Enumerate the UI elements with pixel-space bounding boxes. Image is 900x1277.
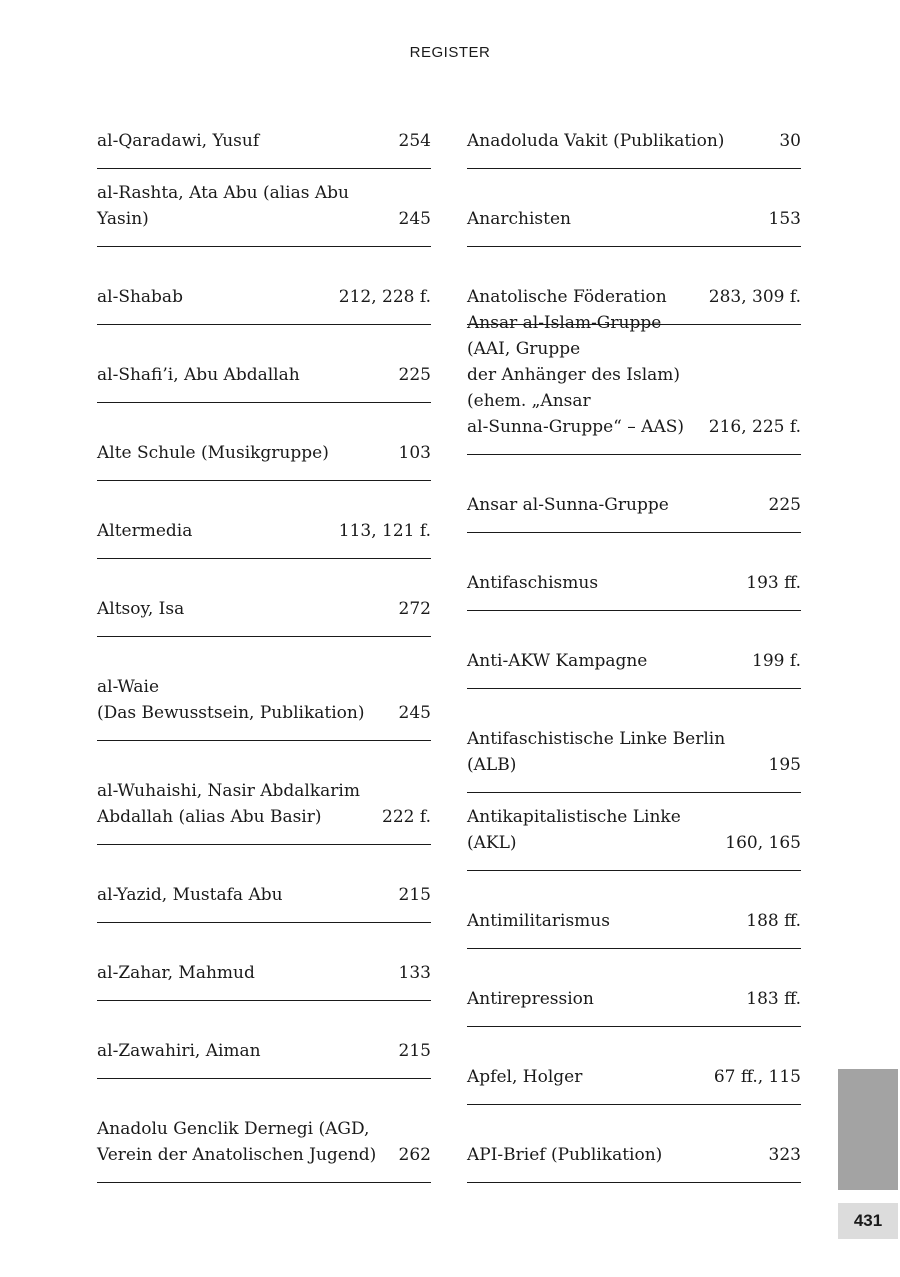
entry-term: al-Zahar, Mahmud <box>97 963 255 983</box>
index-entry <box>97 1079 431 1183</box>
index-entry <box>97 325 431 403</box>
index-entry <box>97 1001 431 1079</box>
thumb-index-tab <box>838 1069 898 1190</box>
entry-term: Antirepression <box>467 989 594 1009</box>
entry-term: Altermedia <box>97 521 193 541</box>
entry-page-refs: 195 <box>768 755 801 775</box>
entry-term: Antimilitarismus <box>467 911 610 931</box>
index-entry <box>467 689 801 793</box>
entry-page-refs: 188 ff. <box>746 911 801 931</box>
entry-term: al-Wuhaishi, Nasir Abdalkarim Abdallah (alias Abu Basir) <box>97 781 360 827</box>
index-entry <box>97 741 431 845</box>
index-entry <box>467 455 801 533</box>
index-entry <box>467 91 801 169</box>
entry-term: Anadoluda Vakit (Publikation) <box>467 131 725 151</box>
entry-page-refs: 212, 228 f. <box>338 287 431 307</box>
index-column-left <box>97 91 431 1183</box>
index-entry <box>467 1027 801 1105</box>
entry-term: al-Shabab <box>97 287 183 307</box>
entry-page-refs: 153 <box>768 209 801 229</box>
index-entry <box>467 1105 801 1183</box>
entry-page-refs: 254 <box>398 131 431 151</box>
page-number: 431 <box>838 1203 898 1239</box>
index-entry <box>97 923 431 1001</box>
entry-page-refs: 323 <box>768 1145 801 1165</box>
entry-page-refs: 30 <box>779 131 801 151</box>
index-entry <box>467 793 801 871</box>
entry-page-refs: 183 ff. <box>746 989 801 1009</box>
entry-page-refs: 283, 309 f. <box>708 287 801 307</box>
entry-term: Apfel, Holger <box>467 1067 583 1087</box>
entry-term: al-Waie (Das Bewusstsein, Publikation) <box>97 677 365 723</box>
entry-term: al-Yazid, Mustafa Abu <box>97 885 283 905</box>
index-entry <box>97 247 431 325</box>
entry-page-refs: 160, 165 <box>725 833 801 853</box>
entry-page-refs: 216, 225 f. <box>708 417 801 437</box>
entry-page-refs: 215 <box>398 1041 431 1061</box>
entry-page-refs: 133 <box>398 963 431 983</box>
entry-term: al-Rashta, Ata Abu (alias Abu Yasin) <box>97 183 349 229</box>
entry-term: Antifaschistische Linke Berlin (ALB) <box>467 729 726 775</box>
index-column-right <box>467 91 801 1183</box>
entry-page-refs: 225 <box>398 365 431 385</box>
entry-page-refs: 199 f. <box>752 651 801 671</box>
entry-term: Ansar al-Islam-Gruppe (AAI, Gruppe der Anhänger des Islam) (ehem. „Ansar al-Sunna-Gruppe“ – AAS) <box>467 313 684 437</box>
entry-term: Anadolu Genclik Dernegi (AGD, Verein der Anatolischen Jugend) <box>97 1119 377 1165</box>
entry-term: Anarchisten <box>467 209 571 229</box>
entry-term: Ansar al-Sunna-Gruppe <box>467 495 669 515</box>
index-entry <box>97 845 431 923</box>
running-header: REGISTER <box>409 44 491 61</box>
index-entry <box>467 169 801 247</box>
index-entry <box>97 481 431 559</box>
entry-page-refs: 245 <box>398 703 431 723</box>
index-entry <box>467 871 801 949</box>
index-entry <box>97 403 431 481</box>
entry-term: Antifaschismus <box>467 573 599 593</box>
entry-term: Alte Schule (Musikgruppe) <box>97 443 329 463</box>
entry-page-refs: 67 ff., 115 <box>713 1067 801 1087</box>
entry-term: Anti-AKW Kampagne <box>467 651 648 671</box>
entry-term: al-Qaradawi, Yusuf <box>97 131 260 151</box>
index-entry <box>97 637 431 741</box>
index-entry <box>467 533 801 611</box>
entry-page-refs: 225 <box>768 495 801 515</box>
index-entry <box>467 611 801 689</box>
entry-term: Altsoy, Isa <box>97 599 185 619</box>
index-entry <box>97 91 431 169</box>
entry-page-refs: 113, 121 f. <box>338 521 431 541</box>
entry-page-refs: 193 ff. <box>746 573 801 593</box>
entry-term: al-Zawahiri, Aiman <box>97 1041 261 1061</box>
entry-page-refs: 222 f. <box>382 807 431 827</box>
entry-page-refs: 215 <box>398 885 431 905</box>
index-entry <box>467 313 801 455</box>
entry-term: Anatolische Föderation <box>467 287 667 307</box>
entry-page-refs: 262 <box>398 1145 431 1165</box>
entry-term: al-Shafi’i, Abu Abdallah <box>97 365 300 385</box>
entry-page-refs: 103 <box>398 443 431 463</box>
index-entry <box>467 949 801 1027</box>
index-entry <box>97 559 431 637</box>
entry-page-refs: 272 <box>398 599 431 619</box>
entry-term: API-Brief (Publikation) <box>467 1145 663 1165</box>
entry-term: Antikapitalistische Linke (AKL) <box>467 807 681 853</box>
index-entry <box>97 169 431 247</box>
entry-page-refs: 245 <box>398 209 431 229</box>
